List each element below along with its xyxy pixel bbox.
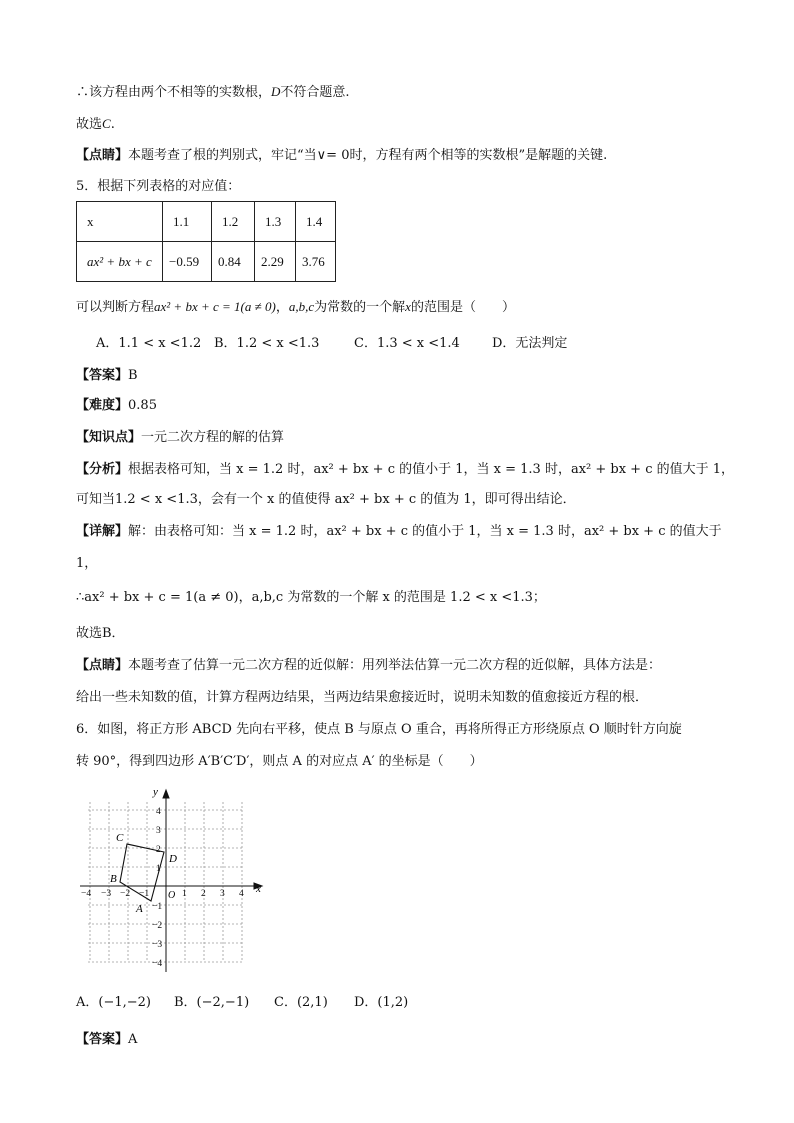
y-tick-label: −4: [152, 959, 163, 969]
q5-option-d[interactable]: D．无法判定: [492, 336, 568, 351]
q5-detail-1: [76, 523, 722, 541]
x-tick-label: 2: [201, 889, 206, 899]
q5-option-c[interactable]: C．1.3 < x <1.4: [354, 336, 460, 351]
q5-equation: ax² + bx + c = 1(a ≠ 0): [154, 299, 276, 314]
point-label-b: B: [110, 873, 117, 885]
q5-stem-b: ，: [275, 300, 289, 315]
table-cell: 0.84: [212, 242, 255, 282]
x-tick-labels: [81, 889, 244, 899]
difficulty-tag: 【难度】: [76, 398, 129, 413]
q6-stem-1: 6．如图，将正方形 ABCD 先向右平移，使点 B 与原点 O 重合，再将所得正方形绕原点 O 顺时针方向旋: [76, 722, 682, 737]
q6-option-d[interactable]: D．(1,2): [354, 995, 409, 1010]
dianjing-tag: 【点睛】: [76, 658, 129, 673]
axes: [80, 790, 262, 972]
point-label-d: D: [169, 853, 177, 865]
table-row-values: [77, 242, 336, 282]
prev-choice-end: .: [110, 117, 115, 132]
table-cell: 1.3: [255, 202, 296, 242]
q5-difficulty: [76, 397, 157, 415]
q5-detail-3: ∴ax² + bx + c = 1(a ≠ 0)，a,b,c 为常数的一个解 x 的范围是 1.2 < x <1.3；: [76, 590, 546, 605]
y-tick-label: −1: [152, 902, 163, 912]
x-tick-label: 3: [220, 889, 225, 899]
q5-analysis-2: 可知当1.2 < x <1.3，会有一个 x 的值使得 ax² + bx + c 的值为 1，即可得出结论．: [76, 492, 576, 507]
q6-answer-value: A: [128, 1032, 138, 1047]
analysis-tag: 【分析】: [76, 462, 129, 477]
table-cell: ax² + bx + c: [77, 242, 163, 282]
q5-x: x: [405, 299, 411, 314]
q6-answer: [76, 1031, 137, 1049]
y-tick-labels: [152, 807, 162, 969]
coordinate-figure: [70, 780, 280, 980]
q6-option-b[interactable]: B．(−2,−1): [174, 995, 250, 1010]
q5-answer: [76, 367, 138, 385]
prev-conclusion-end: 不符合题意.: [280, 85, 350, 100]
prev-dianjing: [76, 147, 607, 165]
q5-difficulty-value: 0.85: [128, 398, 157, 413]
q6-options: [76, 994, 408, 1012]
q5-answer-value: B: [128, 368, 138, 383]
origin-label: O: [168, 890, 176, 901]
knowledge-tag: 【知识点】: [76, 430, 142, 445]
q5-option-b[interactable]: B．1.2 < x <1.3: [214, 336, 320, 351]
q5-stem-a: 可以判断方程: [76, 300, 155, 315]
q5-stem-d: 的范围是（ ）: [410, 300, 515, 315]
table-cell: x: [77, 202, 163, 242]
q5-detail-text-1: 解：由表格可知：当 x = 1.2 时，ax² + bx + c 的值小于 1，当 x = 1.3 时，ax² + bx + c 的值大于: [128, 524, 722, 539]
table-cell: 1.2: [212, 202, 255, 242]
x-tick-label: 1: [182, 889, 187, 899]
q6-stem-2: 转 90°，得到四边形 A′B′C′D′，则点 A 的对应点 A′ 的坐标是（ ）: [76, 754, 483, 769]
y-tick-label: 4: [156, 807, 161, 817]
q5-knowledge: [76, 429, 284, 447]
q5-title: 5．根据下列表格的对应值：: [76, 179, 241, 194]
q5-analysis-text-1: 根据表格可知，当 x = 1.2 时，ax² + bx + c 的值小于 1，当 x = 1.3 时，ax² + bx + c 的值大于 1，: [128, 462, 735, 477]
q5-stem-c: 为常数的一个解: [314, 300, 406, 315]
q5-analysis-1: [76, 461, 734, 479]
table-cell: 1.4: [296, 202, 336, 242]
prev-conclusion: [76, 83, 350, 102]
table-row-header: [77, 202, 336, 242]
q5-detail-2: 1，: [76, 556, 98, 571]
table-cell: 2.29: [255, 242, 296, 282]
table-cell: 3.76: [296, 242, 336, 282]
y-tick-label: −2: [152, 921, 163, 931]
x-tick-label: 4: [239, 889, 244, 899]
q6-option-a[interactable]: A．(−1,−2): [76, 995, 151, 1010]
x-tick-label: −3: [101, 889, 112, 899]
x-axis-label: x: [256, 883, 261, 895]
prev-choice-text: 故选: [76, 117, 103, 132]
point-label-c: C: [116, 832, 124, 844]
option-letter-c: C: [102, 116, 111, 131]
option-letter-d: D: [271, 84, 281, 99]
q5-option-a[interactable]: A．1.1 < x <1.2: [96, 336, 202, 351]
y-tick-label: 3: [156, 826, 161, 836]
prev-conclusion-text: ∴该方程由两个不相等的实数根，: [76, 85, 272, 100]
y-axis-label: y: [153, 786, 158, 798]
q5-detail-4: 故选B．: [76, 626, 125, 641]
answer-tag: 【答案】: [76, 1032, 129, 1047]
q5-dianjing-2: 给出一些未知数的值，计算方程两边结果，当两边结果愈接近时，说明未知数的值愈接近方程的根．: [76, 690, 649, 705]
q5-stem: [76, 298, 515, 317]
x-tick-label: −1: [139, 889, 150, 899]
prev-dianjing-text: 本题考查了根的判别式，牢记“当∨= 0时，方程有两个相等的实数根”是解题的关键.: [128, 148, 608, 163]
q5-options: [96, 335, 567, 353]
point-label-a: A: [136, 903, 143, 915]
y-tick-label: 2: [156, 845, 161, 855]
detail-tag: 【详解】: [76, 524, 129, 539]
x-tick-label: −2: [120, 889, 131, 899]
answer-tag: 【答案】: [76, 368, 129, 383]
table-cell: 1.1: [163, 202, 212, 242]
y-tick-label: 1: [156, 864, 161, 874]
q5-knowledge-value: 一元二次方程的解的估算: [141, 430, 285, 445]
y-axis-arrow-icon: [163, 790, 169, 798]
y-tick-label: −3: [152, 940, 163, 950]
q5-dianjing-1: [76, 657, 661, 675]
q6-option-c[interactable]: C．(2,1): [274, 995, 328, 1010]
dianjing-tag: 【点睛】: [76, 148, 129, 163]
x-tick-label: −4: [81, 889, 92, 899]
table-cell: −0.59: [163, 242, 212, 282]
prev-choice: [76, 115, 115, 134]
value-table: [76, 201, 336, 282]
q5-dianjing-text-1: 本题考查了估算一元二次方程的近似解：用列举法估算一元二次方程的近似解，具体方法是：: [128, 658, 662, 673]
q5-abc: a,b,c: [288, 299, 315, 314]
